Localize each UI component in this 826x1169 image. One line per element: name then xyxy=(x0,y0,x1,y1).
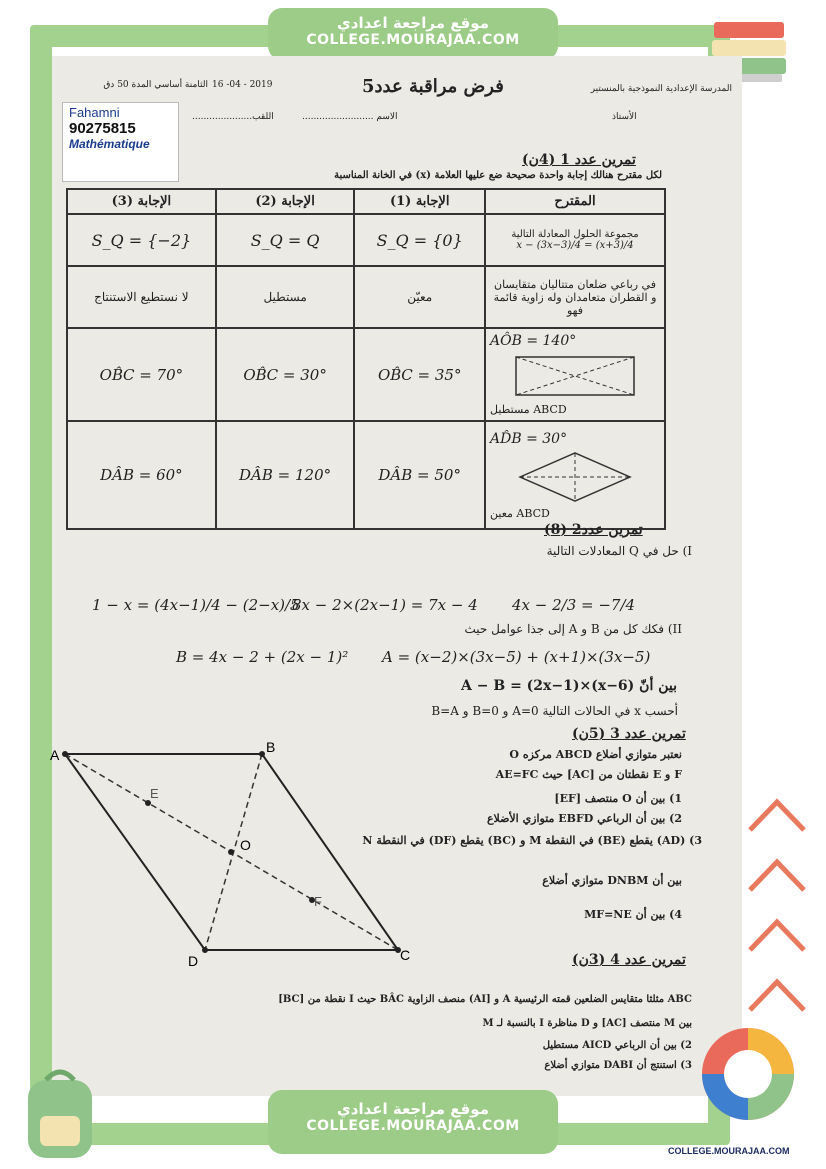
point-a-label: A xyxy=(50,747,60,763)
answer-cell[interactable]: S_Q = {−2} xyxy=(67,214,216,266)
ex1-instruction: لكل مقترح هنالك إجابة واحدة صحيحة ضع عليها العلامة (x) في الخانة المناسبة xyxy=(334,170,662,181)
answer-cell[interactable]: DÂB = 60° xyxy=(67,421,216,529)
answer-cell[interactable]: OB̂C = 70° xyxy=(67,328,216,421)
ex2-part1: I) حل في Q المعادلات التالية xyxy=(546,544,692,558)
exam-date: 2019 - 04- 16 xyxy=(212,80,273,90)
proposal-text: مجموعة الحلول المعادلة التالية xyxy=(511,229,639,240)
header-a3: الإجابة (3) xyxy=(67,189,216,214)
banner-top-arabic: موقع مراجعة اعدادي xyxy=(337,14,489,32)
ex4-line1: ABC مثلثا متقايس الضلعين قمته الرئيسية A و [AI) منصف الزاوية BÂC حيث I نقطة من [BC] xyxy=(278,994,692,1005)
point-d-label: D xyxy=(188,953,199,969)
ex2-part2: II) فكك كل من B و A إلى جذا عوامل حيث xyxy=(464,622,682,636)
name-field[interactable]: الاسم ......................... xyxy=(302,112,398,122)
proposal-text: معين ABCD xyxy=(490,506,550,520)
ex3-line1: نعتبر متوازي أضلاع ABCD مركزه O xyxy=(509,748,682,761)
answer-cell[interactable]: معيّن xyxy=(354,266,485,328)
proposal-cell xyxy=(485,214,665,266)
ex2-exprA: A = (x−2)×(3x−5) + (x+1)×(3x−5) xyxy=(382,648,651,666)
table-row xyxy=(67,421,665,529)
logo-line3: Mathématique xyxy=(69,137,150,151)
backpack-icon xyxy=(10,1062,110,1162)
surname-field[interactable]: اللقب..................... xyxy=(192,112,274,122)
fahamni-logo xyxy=(62,102,179,182)
ex3-line5: 3) (AD) يقطع (BE) في النقطة M و (BC) يقطع (DF) في النقطة N xyxy=(362,834,702,847)
answer-cell[interactable]: مستطيل xyxy=(216,266,355,328)
exam-level: الثامنة أساسي المدة 50 دق xyxy=(103,80,208,90)
ex3-line3: 1) بين أن O منتصف [EF] xyxy=(554,792,682,805)
answer-cell[interactable]: لا نستطيع الاستنتاج xyxy=(67,266,216,328)
answer-cell[interactable]: DÂB = 120° xyxy=(216,421,355,529)
ex4-line3: 2) بين أن الرباعي AICD مستطيل xyxy=(542,1040,692,1051)
point-f-label: F xyxy=(314,894,322,909)
table-header-row xyxy=(67,189,665,214)
answer-cell[interactable]: S_Q = Q xyxy=(216,214,355,266)
ex3-line6: بين أن DNBM متوازي أضلاع xyxy=(542,874,682,887)
site-banner-bottom[interactable] xyxy=(268,1090,558,1154)
proposal-text: مستطيل ABCD xyxy=(490,403,567,416)
proposal-math: x − (3x−3)/4 = (x+3)/4 xyxy=(516,240,634,251)
answer-cell[interactable]: DÂB = 50° xyxy=(354,421,485,529)
ex2-compute: أحسب x في الحالات التالية A=0 و B=0 و B=A xyxy=(431,704,678,718)
point-c-label: C xyxy=(400,947,411,963)
banner-top-url: COLLEGE.MOURAJAA.COM xyxy=(306,32,520,48)
teacher-label: الأستاذ xyxy=(612,112,637,122)
ex4-line2: بين M منتصف [AC] و D مناظرة I بالنسبة لـ M xyxy=(482,1018,692,1029)
ex1-table xyxy=(66,188,666,530)
school-name: المدرسة الإعدادية النموذجية بالمنستير xyxy=(590,84,732,94)
answer-cell[interactable]: OB̂C = 30° xyxy=(216,328,355,421)
table-row xyxy=(67,328,665,421)
ex2-exprB: B = 4x − 2 + (2x − 1)² xyxy=(176,648,349,666)
ex3-title: تمرين عدد 3 (5ن) xyxy=(572,726,686,742)
banner-bottom-arabic: موقع مراجعة اعدادي xyxy=(337,1100,489,1118)
point-b-label: B xyxy=(266,739,276,755)
ex3-line7: 4) بين أن MF=NE xyxy=(584,908,682,921)
header-a1: الإجابة (1) xyxy=(354,189,485,214)
rhombus-figure xyxy=(510,449,640,505)
header-a2: الإجابة (2) xyxy=(216,189,355,214)
rectangle-figure xyxy=(510,351,640,401)
ex3-line4: 2) بين أن الرباعي EBFD متوازي الأضلاع xyxy=(486,812,682,825)
ex2-eq2: 8x − 2×(2x−1) = 7x − 4 xyxy=(292,596,478,614)
point-o-label: O xyxy=(240,837,251,853)
proposal-cell xyxy=(485,421,665,529)
proposal-math: AÔB = 140° xyxy=(490,333,577,349)
ex4-title: تمرين عدد 4 (3ن) xyxy=(572,952,686,968)
table-row xyxy=(67,214,665,266)
proposal-math: AD̂B = 30° xyxy=(490,430,568,447)
proposal-cell xyxy=(485,328,665,421)
table-row xyxy=(67,266,665,328)
banner-bottom-url: COLLEGE.MOURAJAA.COM xyxy=(306,1118,520,1134)
logo-phone: 90275815 xyxy=(69,120,136,137)
ex2-show: بين أنّ A − B = (2x−1)×(x−6) xyxy=(461,678,677,694)
ex2-eq3: 4x − 2/3 = −7/4 xyxy=(512,596,636,614)
point-e-label: E xyxy=(150,786,159,801)
ex4-line4: 3) استنتج أن DABI متوازي أضلاع xyxy=(544,1060,692,1071)
header-prop: المقترح xyxy=(485,189,665,214)
logo-line1: Fahamni xyxy=(69,105,120,120)
ex2-eq1: 1 − x = (4x−1)/4 − (2−x)/5 xyxy=(92,596,300,614)
footer-logo-text: COLLEGE.MOURAJAA.COM xyxy=(668,1146,790,1156)
ex1-title: تمرين عدد 1 (4ن) xyxy=(522,152,636,168)
page-title: فرض مراقبة عدد5 xyxy=(362,76,504,97)
proposal-cell: في رباعي ضلعان متتاليان متقايسان و القطران متعامدان وله زاوية قائمة فهو xyxy=(485,266,665,328)
parallelogram-figure xyxy=(0,680,420,980)
answer-cell[interactable]: OB̂C = 35° xyxy=(354,328,485,421)
site-logo-icon xyxy=(696,1012,800,1142)
answer-cell[interactable]: S_Q = {0} xyxy=(354,214,485,266)
ex2-title: تمرين عدد2 (8) xyxy=(544,522,643,538)
ex3-line2: F و E نقطتان من [AC] حيث AE=FC xyxy=(495,768,682,781)
site-banner-top[interactable] xyxy=(268,8,558,60)
